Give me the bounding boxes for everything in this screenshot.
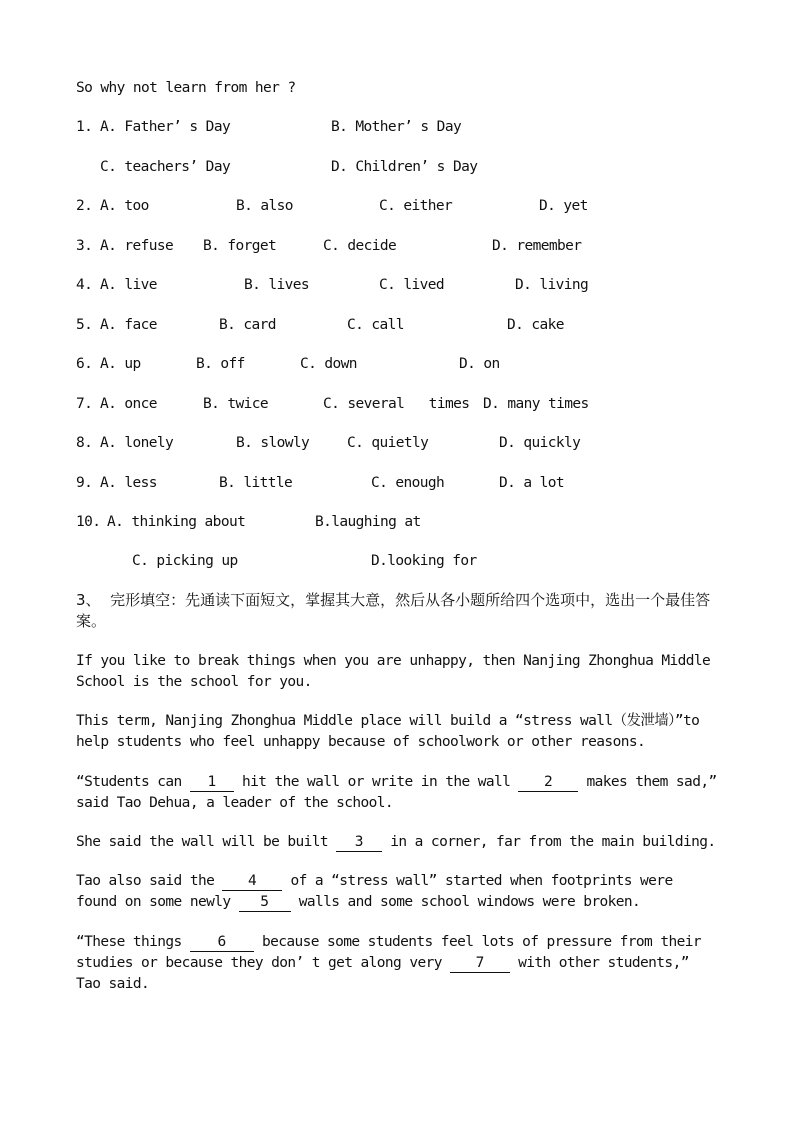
blank-3: 3: [336, 833, 382, 852]
option-a: A. once: [100, 396, 157, 412]
option-d: D. Children’ s Day: [331, 159, 478, 175]
option-b: B. Mother’ s Day: [331, 119, 462, 135]
option-d: D. remember: [492, 238, 582, 254]
section-number: 3、: [76, 591, 101, 609]
option-b: B. lives: [244, 277, 310, 293]
question-number: 1.: [76, 119, 93, 135]
option-a: A. too: [100, 198, 149, 214]
option-a: A. less: [100, 475, 157, 491]
option-b: B. off: [196, 356, 245, 372]
option-c: C. quietly: [347, 435, 429, 451]
paragraph-text: walls and some school windows were broken.: [290, 894, 641, 910]
option-c: C. several times: [323, 396, 470, 412]
question-number: 5.: [76, 317, 93, 333]
option-c: C. enough: [371, 475, 445, 491]
option-a: A. Father’ s Day: [100, 119, 231, 135]
blank-6: 6: [190, 933, 254, 952]
blank-4: 4: [222, 872, 282, 891]
intro-line: So why not learn from her ?: [76, 80, 296, 96]
option-d: D. quickly: [499, 435, 581, 451]
section-heading: [76, 590, 721, 632]
paragraph-text: Tao also said the: [76, 873, 223, 889]
option-b: B. twice: [203, 396, 269, 412]
option-d: D. living: [515, 277, 589, 293]
paragraph-text: makes them sad,” said Tao Dehua, a leader of the school.: [76, 774, 717, 811]
option-a: A. live: [100, 277, 157, 293]
option-b: B. slowly: [236, 435, 310, 451]
option-c: C. lived: [379, 277, 445, 293]
option-a: A. lonely: [100, 435, 174, 451]
paragraph-2-text: This term, Nanjing Zhonghua Middle place will build a “stress wall（发泄墙）”to help students who feel unhappy because of schoolwork or other reasons.: [76, 713, 700, 750]
paragraph-text: with other students,” Tao said.: [76, 955, 689, 992]
option-a: A. thinking about: [107, 514, 246, 530]
paragraph-text: because some students feel lots of pressure from their studies or because they don’ t get along very: [76, 934, 701, 971]
question-number: 10.: [76, 514, 101, 530]
option-c: C. teachers’ Day: [100, 159, 231, 175]
question-number: 4.: [76, 277, 93, 293]
option-d: D. cake: [507, 317, 564, 333]
blank-1: 1: [190, 773, 234, 792]
blank-2: 2: [518, 773, 578, 792]
option-c: C. call: [347, 317, 404, 333]
paragraph-text: “These things: [76, 934, 190, 950]
question-number: 8.: [76, 435, 93, 451]
option-d: D. on: [459, 356, 500, 372]
option-d: D. a lot: [499, 475, 565, 491]
question-number: 9.: [76, 475, 93, 491]
option-c: C. down: [300, 356, 357, 372]
option-b: B. also: [236, 198, 293, 214]
paragraph-text: in a corner, far from the main building.: [382, 834, 716, 850]
paragraph-text: of a “stress wall” started when footprints were found on some newly: [76, 873, 673, 910]
option-c: C. picking up: [132, 553, 238, 569]
option-b: B. forget: [203, 238, 277, 254]
question-number: 6.: [76, 356, 93, 372]
option-b: B. card: [219, 317, 276, 333]
question-number: 3.: [76, 238, 93, 254]
option-a: A. refuse: [100, 238, 174, 254]
question-number: 7.: [76, 396, 93, 412]
option-c: C. either: [379, 198, 453, 214]
option-a: A. up: [100, 356, 141, 372]
paragraph-1: If you like to break things when you are unhappy, then Nanjing Zhonghua Middle School is the school for you.: [76, 653, 711, 690]
paragraph-6: [76, 932, 721, 995]
paragraph-2: [76, 711, 721, 753]
blank-7: 7: [450, 954, 510, 973]
paragraph-5: [76, 871, 721, 913]
option-a: A. face: [100, 317, 157, 333]
option-d: D.looking for: [371, 553, 477, 569]
paragraph-4: [76, 832, 721, 853]
blank-5: 5: [239, 893, 291, 912]
option-d: D. many times: [483, 396, 589, 412]
section-instructions: 完形填空：先通读下面短文，掌握其大意，然后从各小题所给四个选项中，选出一个最佳答案。: [76, 591, 711, 630]
paragraph-text: She said the wall will be built: [76, 834, 337, 850]
question-number: 2.: [76, 198, 93, 214]
option-b: B.laughing at: [315, 514, 421, 530]
paragraph-text: “Students can: [76, 774, 190, 790]
option-c: C. decide: [323, 238, 397, 254]
paragraph-text: hit the wall or write in the wall: [233, 774, 519, 790]
option-d: D. yet: [539, 198, 588, 214]
paragraph-3: [76, 772, 721, 814]
option-b: B. little: [219, 475, 293, 491]
